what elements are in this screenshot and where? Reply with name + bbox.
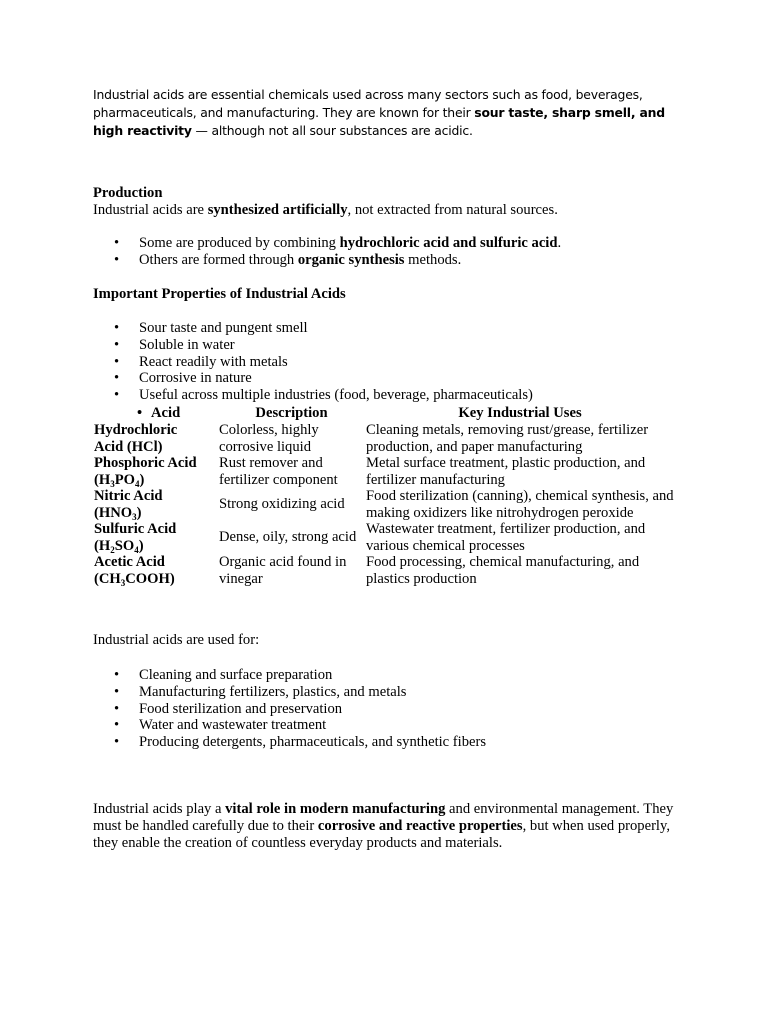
uses-list bbox=[93, 667, 713, 751]
acid-description: Dense, oily, strong acid bbox=[219, 529, 357, 546]
table-row bbox=[93, 455, 675, 488]
formula-part: (CH bbox=[94, 570, 121, 587]
conclusion-paragraph bbox=[93, 801, 683, 852]
table-row bbox=[93, 521, 675, 554]
uses-intro: Industrial acids are used for: bbox=[93, 632, 260, 648]
formula-part: (H bbox=[94, 471, 111, 488]
intro-emphasis: sour taste, sharp smell, and high reactivity bbox=[93, 105, 665, 138]
list-item: • Producing detergents, pharmaceuticals, and synthetic fibers bbox=[93, 734, 713, 751]
formula-part: (H bbox=[94, 537, 111, 554]
list-item: • Food sterilization and preservation bbox=[93, 701, 713, 718]
production-text-end: , not extracted from natural sources. bbox=[347, 202, 558, 218]
production-paragraph bbox=[93, 202, 713, 219]
acid-uses: Food sterilization (canning), chemical synthesis, and making oxidizers like nitrohydrogen peroxide bbox=[366, 488, 674, 521]
header-label: Acid bbox=[151, 405, 181, 422]
acid-name-line1: Sulfuric Acid bbox=[94, 521, 177, 537]
list-item bbox=[93, 252, 713, 269]
properties-heading: Important Properties of Industrial Acids bbox=[93, 286, 346, 302]
acid-name bbox=[93, 422, 218, 455]
production-heading: Production bbox=[93, 185, 163, 201]
list-item: • Cleaning and surface preparation bbox=[93, 667, 713, 684]
list-item: • Useful across multiple industries (food, beverage, pharmaceuticals) bbox=[93, 387, 713, 404]
acid-name bbox=[93, 554, 218, 587]
conclusion-emphasis: vital role in modern manufacturing bbox=[225, 801, 446, 817]
formula-part: PO bbox=[114, 471, 135, 488]
formula-subscript: 4 bbox=[134, 544, 139, 555]
list-item bbox=[93, 235, 713, 252]
acid-name-line1: Acetic Acid bbox=[94, 554, 165, 570]
acid-uses: Food processing, chemical manufacturing, and plastics production bbox=[366, 554, 640, 587]
list-item-text: Some are produced by combining bbox=[139, 235, 340, 251]
formula-subscript: 4 bbox=[135, 478, 140, 489]
list-item: • Sour taste and pungent smell bbox=[93, 320, 713, 337]
formula-subscript: 3 bbox=[120, 577, 126, 588]
table-row bbox=[93, 488, 675, 521]
table-header-row bbox=[93, 405, 675, 422]
list-item: • Water and wastewater treatment bbox=[93, 717, 713, 734]
acid-description: Rust remover and fertilizer component bbox=[219, 455, 338, 488]
table-header-acid bbox=[93, 405, 218, 422]
formula-part: (HNO bbox=[94, 504, 133, 521]
formula-part: SO bbox=[114, 537, 135, 554]
table-header-description: Description bbox=[255, 405, 328, 422]
production-emphasis: synthesized artificially bbox=[207, 202, 348, 218]
conclusion-text-end: , but when used properly, they enable the creation of countless everyday products and materials. bbox=[93, 818, 670, 851]
conclusion-emphasis: corrosive and reactive properties bbox=[317, 818, 523, 834]
list-item-emphasis: organic synthesis bbox=[297, 251, 405, 268]
conclusion-text: and environmental management. They must be handled carefully due to their bbox=[93, 801, 674, 834]
acid-description: Organic acid found in vinegar bbox=[219, 554, 347, 587]
acid-name bbox=[93, 488, 218, 521]
conclusion-text: Industrial acids play a bbox=[93, 801, 226, 817]
formula-subscript: 3 bbox=[110, 478, 115, 489]
production-section bbox=[93, 185, 713, 219]
list-item: • Manufacturing fertilizers, plastics, and metals bbox=[93, 684, 713, 701]
acid-name-line1: Phosphoric Acid bbox=[94, 455, 197, 471]
table-row bbox=[93, 422, 675, 455]
bullet-glyph: • bbox=[137, 405, 143, 422]
properties-list bbox=[93, 320, 713, 404]
acid-name-line2: Acid (HCl) bbox=[94, 438, 163, 455]
formula-part: ) bbox=[138, 537, 144, 554]
intro-paragraph bbox=[93, 86, 693, 140]
acid-uses: Cleaning metals, removing rust/grease, fertilizer production, and paper manufacturing bbox=[366, 422, 649, 455]
list-item-emphasis: hydrochloric acid and sulfuric acid bbox=[339, 235, 558, 251]
formula-part: ) bbox=[136, 504, 142, 521]
production-list bbox=[93, 235, 713, 269]
acid-description: Colorless, highly corrosive liquid bbox=[219, 422, 319, 455]
list-item: • Corrosive in nature bbox=[93, 370, 713, 387]
list-item-text-end: . bbox=[557, 235, 562, 251]
table-row bbox=[93, 554, 675, 587]
table-header-uses: Key Industrial Uses bbox=[458, 405, 582, 422]
list-item-text-end: methods. bbox=[404, 251, 462, 268]
list-item: • React readily with metals bbox=[93, 354, 713, 371]
formula-part: COOH) bbox=[125, 570, 175, 587]
acid-name bbox=[93, 455, 218, 488]
list-item: • Soluble in water bbox=[93, 337, 713, 354]
formula-subscript: 2 bbox=[110, 544, 115, 555]
acid-uses: Metal surface treatment, plastic production, and fertilizer manufacturing bbox=[366, 455, 646, 488]
acid-name bbox=[93, 521, 218, 554]
formula-part: ) bbox=[139, 471, 145, 488]
formula-subscript: 3 bbox=[132, 511, 137, 522]
acid-name-line1: Hydrochloric bbox=[94, 422, 178, 438]
list-item-text: Others are formed through bbox=[139, 251, 298, 268]
production-text: Industrial acids are bbox=[93, 202, 208, 218]
acids-table bbox=[93, 405, 675, 587]
acid-name-line1: Nitric Acid bbox=[94, 488, 163, 504]
acid-uses: Wastewater treatment, fertilizer production, and various chemical processes bbox=[366, 521, 646, 554]
intro-text-end: — although not all sour substances are acidic. bbox=[191, 123, 473, 138]
intro-text: Industrial acids are essential chemicals used across many sectors such as food, beverages, pharmaceuticals, and manufacturing. They are known for their bbox=[93, 87, 643, 120]
acid-description: Strong oxidizing acid bbox=[219, 496, 345, 513]
